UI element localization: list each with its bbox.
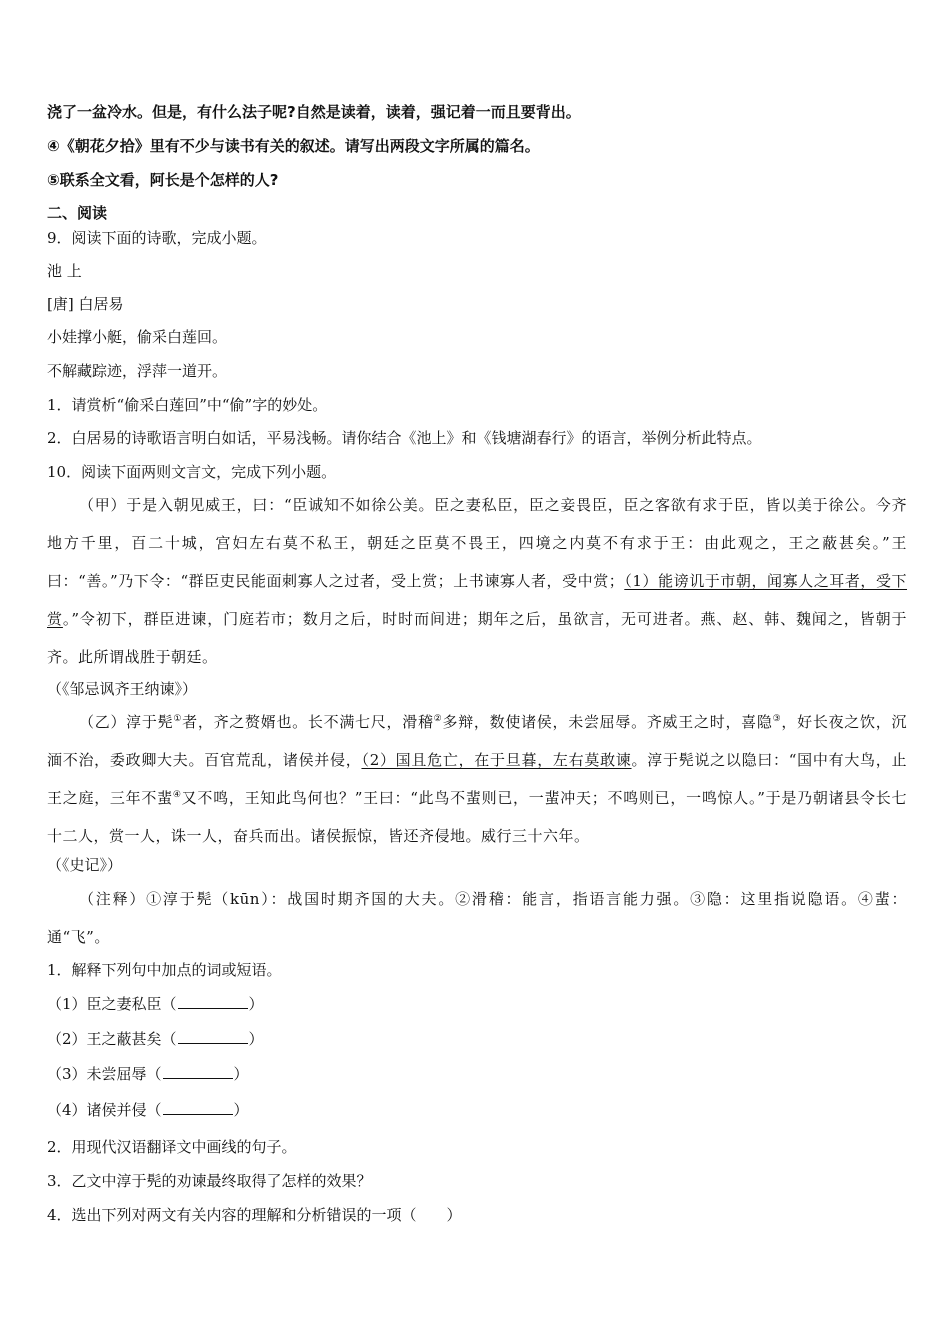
question-10-2: 2．用现代汉语翻译文中画线的句子。 bbox=[47, 1138, 297, 1156]
question-10-4: 4．选出下列对两文有关内容的理解和分析错误的一项（ ） bbox=[47, 1206, 462, 1224]
question-10-3: 3．乙文中淳于髡的劝谏最终取得了怎样的效果？ bbox=[47, 1172, 372, 1190]
sub-question-3 bbox=[47, 1064, 907, 1084]
sub-question-1-text: （1）臣之妻私臣（ bbox=[47, 995, 177, 1013]
passage-yi-source: （《史记》） bbox=[47, 856, 123, 874]
poem-title: 池 上 bbox=[47, 262, 82, 280]
poem-author: [唐] 白居易 bbox=[47, 295, 124, 313]
answer-blank-4[interactable] bbox=[163, 1100, 233, 1115]
sub-question-4-close: ） bbox=[233, 1101, 249, 1119]
question-9-prompt: 9．阅读下面的诗歌，完成小题。 bbox=[47, 229, 267, 247]
passage-yi-text-e: 。淳于髡说之以隐曰：“国中有大鸟，止王之庭，三年不蜚 bbox=[47, 751, 907, 807]
passage-yi-text-c: 多辩，数使诸侯，未尝屈辱。齐威王之时，喜隐 bbox=[442, 713, 773, 731]
sub-question-2 bbox=[47, 1029, 907, 1049]
annotation-notes: （注释）①淳于髡（kūn）：战国时期齐国的大夫。②滑稽：能言，指语言能力强。③隐：这里指说隐语。④蜚：通“飞”。 bbox=[47, 890, 907, 946]
question-10-prompt: 10．阅读下面两则文言文，完成下列小题。 bbox=[47, 463, 337, 481]
sub-question-4 bbox=[47, 1100, 907, 1120]
note-marker-1: ① bbox=[173, 714, 183, 724]
section-heading-reading: 二、阅读 bbox=[47, 204, 108, 222]
passage-yi-underlined-sentence: （2）国且危亡，在于旦暮，左右莫敢谏 bbox=[361, 751, 632, 769]
passage-jia bbox=[47, 486, 907, 676]
sub-question-1-close: ） bbox=[248, 995, 264, 1013]
note-marker-3: ③ bbox=[772, 714, 782, 724]
question-4-line: ④《朝花夕拾》里有不少与读书有关的叙述。请写出两段文字所属的篇名。 bbox=[47, 137, 540, 155]
question-10-1: 1．解释下列句中加点的词或短语。 bbox=[47, 961, 282, 979]
sub-question-3-close: ） bbox=[233, 1065, 249, 1083]
passage-yi bbox=[47, 703, 907, 855]
sub-question-2-text: （2）王之蔽甚矣（ bbox=[47, 1030, 177, 1048]
note-marker-4: ④ bbox=[172, 790, 182, 800]
answer-blank-1[interactable] bbox=[178, 994, 248, 1009]
passage-jia-source: （《邹忌讽齐王纳谏》） bbox=[47, 680, 198, 698]
passage-yi-text-f: 又不鸣，王知此鸟何也？”王曰：“此鸟不蜚则已，一蜚冲天；不鸣则已，一鸣惊人。”于是乃朝诸县令长七十二人，赏一人，诛一人，奋兵而出。诸侯振惊，皆还齐侵地。威行三十六年。 bbox=[47, 789, 907, 845]
note-marker-2: ② bbox=[433, 714, 443, 724]
passage-jia-underlined-sentence: （1）能谤讥于市朝，闻寡人之耳者，受下赏 bbox=[47, 572, 908, 628]
passage-jia-text-2: 。”令初下，群臣进谏，门庭若市；数月之后，时时而间进；期年之后，虽欲言，无可进者。燕、赵、韩、魏闻之，皆朝于齐。此所谓战胜于朝廷。 bbox=[47, 610, 907, 666]
answer-blank-3[interactable] bbox=[163, 1064, 233, 1079]
question-9-1: 1．请赏析“偷采白莲回”中“偷”字的妙处。 bbox=[47, 396, 328, 414]
question-9-2: 2．白居易的诗歌语言明白如话，平易浅畅。请你结合《池上》和《钱塘湖春行》的语言，举例分析此特点。 bbox=[47, 429, 762, 447]
passage-yi-text-d: ，好长夜之饮，沉湎不治，委政卿大夫。百官荒乱，诸侯并侵， bbox=[47, 713, 907, 769]
passage-yi-text-a: （乙）淳于髡 bbox=[79, 713, 174, 731]
passage-jia-text-1: （甲）于是入朝见威王，曰：“臣诚知不如徐公美。臣之妻私臣，臣之妾畏臣，臣之客欲有求于臣，皆以美于徐公。今齐地方千里，百二十城，宫妇左右莫不私王，朝廷之臣莫不畏王，四境之内莫不有求于王：由此观之，王之蔽甚矣。”王曰：“善。”乃下令：“群臣吏民能面刺寡人之过者，受上赏；上书谏寡人者，受中赏； bbox=[47, 496, 907, 590]
sub-question-4-text: （4）诸侯并侵（ bbox=[47, 1101, 162, 1119]
sub-question-3-text: （3）未尝屈辱（ bbox=[47, 1065, 162, 1083]
answer-blank-2[interactable] bbox=[178, 1029, 248, 1044]
sub-question-2-close: ） bbox=[248, 1030, 264, 1048]
sub-question-1 bbox=[47, 994, 907, 1014]
poem-line-2: 不解藏踪迹，浮萍一道开。 bbox=[47, 362, 228, 380]
question-5-line: ⑤联系全文看，阿长是个怎样的人? bbox=[47, 171, 279, 189]
text-line-continuation: 浇了一盆冷水。但是，有什么法子呢?自然是读着，读着，强记着一而且要背出。 bbox=[47, 103, 581, 121]
passage-yi-text-b: 者，齐之赘婿也。长不满七尺，滑稽 bbox=[182, 713, 434, 731]
poem-line-1: 小娃撑小艇，偷采白莲回。 bbox=[47, 328, 228, 346]
